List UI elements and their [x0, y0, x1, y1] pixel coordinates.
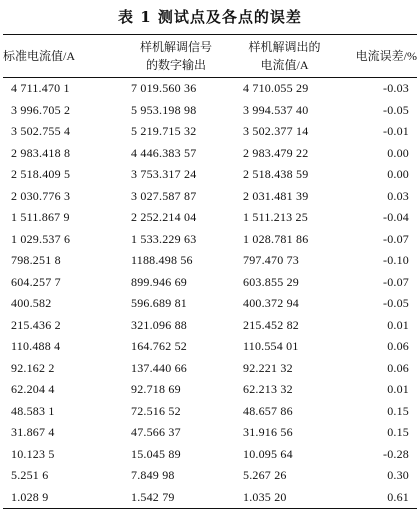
table-row: [3, 164, 417, 186]
header-digital-output: [121, 35, 231, 78]
digital-output-cell: 47.566 37: [131, 425, 181, 440]
table-row: [3, 293, 417, 315]
demodulated-current-cell: 48.657 86: [243, 403, 293, 418]
standard-current-cell: 1 511.867 9: [11, 210, 70, 225]
digital-output-cell: 899.946 69: [131, 274, 187, 289]
demodulated-current-cell: 110.554 01: [243, 339, 299, 354]
table-row: [3, 186, 417, 208]
current-error-cell: -0.05: [383, 102, 409, 117]
standard-current-cell: 48.583 1: [11, 403, 55, 418]
error-table: [3, 34, 417, 509]
table-row: [3, 121, 417, 143]
standard-current-cell: 604.257 7: [11, 274, 61, 289]
demodulated-current-cell: 603.855 29: [243, 274, 299, 289]
standard-current-cell: 215.436 2: [11, 317, 61, 332]
digital-output-cell: 4 446.383 57: [131, 145, 197, 160]
demodulated-current-cell: 400.372 94: [243, 296, 299, 311]
table-row: [3, 487, 417, 509]
table-row: [3, 315, 417, 337]
current-error-cell: 0.00: [387, 167, 409, 182]
digital-output-cell: 7 019.560 36: [131, 81, 197, 96]
digital-output-cell: 15.045 89: [131, 446, 181, 461]
demodulated-current-cell: 797.470 73: [243, 253, 299, 268]
current-error-cell: 0.06: [387, 339, 409, 354]
table-row: [3, 272, 417, 294]
table-row: [3, 422, 417, 444]
current-error-cell: -0.05: [383, 296, 409, 311]
header-current-error: 电流误差/%: [338, 35, 417, 78]
standard-current-cell: 2 030.776 3: [11, 188, 71, 203]
digital-output-cell: 5 953.198 98: [131, 102, 197, 117]
current-error-cell: 0.15: [387, 403, 409, 418]
demodulated-current-cell: 2 983.479 22: [243, 145, 309, 160]
standard-current-cell: 62.204 4: [11, 382, 55, 397]
standard-current-cell: 798.251 8: [11, 253, 61, 268]
digital-output-cell: 1 533.229 63: [131, 231, 197, 246]
current-error-cell: 0.30: [387, 468, 409, 483]
current-error-cell: 0.00: [387, 145, 409, 160]
standard-current-cell: 2 518.409 5: [11, 167, 71, 182]
table-row: [3, 465, 417, 487]
header-row: [3, 35, 417, 78]
standard-current-cell: 92.162 2: [11, 360, 55, 375]
digital-output-cell: 3 753.317 24: [131, 167, 197, 182]
standard-current-cell: 1.028 9: [3, 487, 121, 509]
demodulated-current-cell: 1.035 20: [231, 487, 338, 509]
digital-output-cell: 5 219.715 32: [131, 124, 197, 139]
demodulated-current-cell: 2 518.438 59: [243, 167, 309, 182]
demodulated-current-cell: 2 031.481 39: [243, 188, 309, 203]
demodulated-current-cell: 1 028.781 86: [243, 231, 309, 246]
standard-current-cell: 1 029.537 6: [11, 231, 71, 246]
demodulated-current-cell: 31.916 56: [243, 425, 293, 440]
header-digital-output-line1: 样机解调信号: [139, 40, 212, 54]
table-row: [3, 358, 417, 380]
current-error-cell: -0.04: [383, 210, 409, 225]
digital-output-cell: 1188.498 56: [131, 253, 193, 268]
current-error-cell: -0.07: [383, 274, 409, 289]
demodulated-current-cell: 5.267 26: [243, 468, 287, 483]
table-body: [3, 78, 417, 509]
digital-output-cell: 92.718 69: [131, 382, 181, 397]
digital-output-cell: 596.689 81: [131, 296, 187, 311]
header-standard-current: 标准电流值/A: [3, 35, 121, 78]
standard-current-cell: 400.582: [11, 296, 52, 311]
demodulated-current-cell: 3 994.537 40: [243, 102, 309, 117]
table-row: [3, 229, 417, 251]
digital-output-cell: 1.542 79: [121, 487, 231, 509]
table-row: [3, 444, 417, 466]
header-demodulated-current: [231, 35, 338, 78]
demodulated-current-cell: 4 710.055 29: [243, 81, 309, 96]
demodulated-current-cell: 3 502.377 14: [243, 124, 309, 139]
digital-output-cell: 2 252.214 04: [131, 210, 197, 225]
standard-current-cell: 4 711.470 1: [11, 81, 70, 96]
demodulated-current-cell: 92.221 32: [243, 360, 293, 375]
header-demodulated-current-line2: 电流值/A: [260, 58, 309, 72]
standard-current-cell: 3 996.705 2: [11, 102, 71, 117]
current-error-cell: 0.01: [387, 382, 409, 397]
table-row: [3, 250, 417, 272]
current-error-cell: 0.61: [338, 487, 417, 509]
table-row: [3, 336, 417, 358]
standard-current-cell: 5.251 6: [11, 468, 49, 483]
current-error-cell: -0.28: [383, 446, 409, 461]
table-row: [3, 143, 417, 165]
demodulated-current-cell: 62.213 32: [243, 382, 293, 397]
table-row: [3, 379, 417, 401]
digital-output-cell: 72.516 52: [131, 403, 181, 418]
header-digital-output-line2: 的数字输出: [145, 58, 206, 72]
current-error-cell: 0.03: [387, 188, 409, 203]
current-error-cell: -0.10: [383, 253, 409, 268]
table-caption: 表 1 测试点及各点的误差: [118, 8, 302, 26]
table-row: [3, 78, 417, 100]
current-error-cell: -0.01: [383, 124, 409, 139]
standard-current-cell: 110.488 4: [11, 339, 61, 354]
table-row: [3, 401, 417, 423]
demodulated-current-cell: 215.452 82: [243, 317, 299, 332]
demodulated-current-cell: 1 511.213 25: [243, 210, 308, 225]
standard-current-cell: 3 502.755 4: [11, 124, 71, 139]
digital-output-cell: 7.849 98: [131, 468, 175, 483]
table-row: [3, 100, 417, 122]
current-error-cell: -0.07: [383, 231, 409, 246]
current-error-cell: -0.03: [383, 81, 409, 96]
current-error-cell: 0.01: [387, 317, 409, 332]
standard-current-cell: 2 983.418 8: [11, 145, 71, 160]
standard-current-cell: 31.867 4: [11, 425, 55, 440]
header-demodulated-current-line1: 样机解调出的: [248, 40, 321, 54]
digital-output-cell: 164.762 52: [131, 339, 187, 354]
standard-current-cell: 10.123 5: [11, 446, 55, 461]
current-error-cell: 0.15: [387, 425, 409, 440]
current-error-cell: 0.06: [387, 360, 409, 375]
demodulated-current-cell: 10.095 64: [243, 446, 293, 461]
digital-output-cell: 137.440 66: [131, 360, 187, 375]
table-row: [3, 207, 417, 229]
digital-output-cell: 321.096 88: [131, 317, 187, 332]
digital-output-cell: 3 027.587 87: [131, 188, 197, 203]
